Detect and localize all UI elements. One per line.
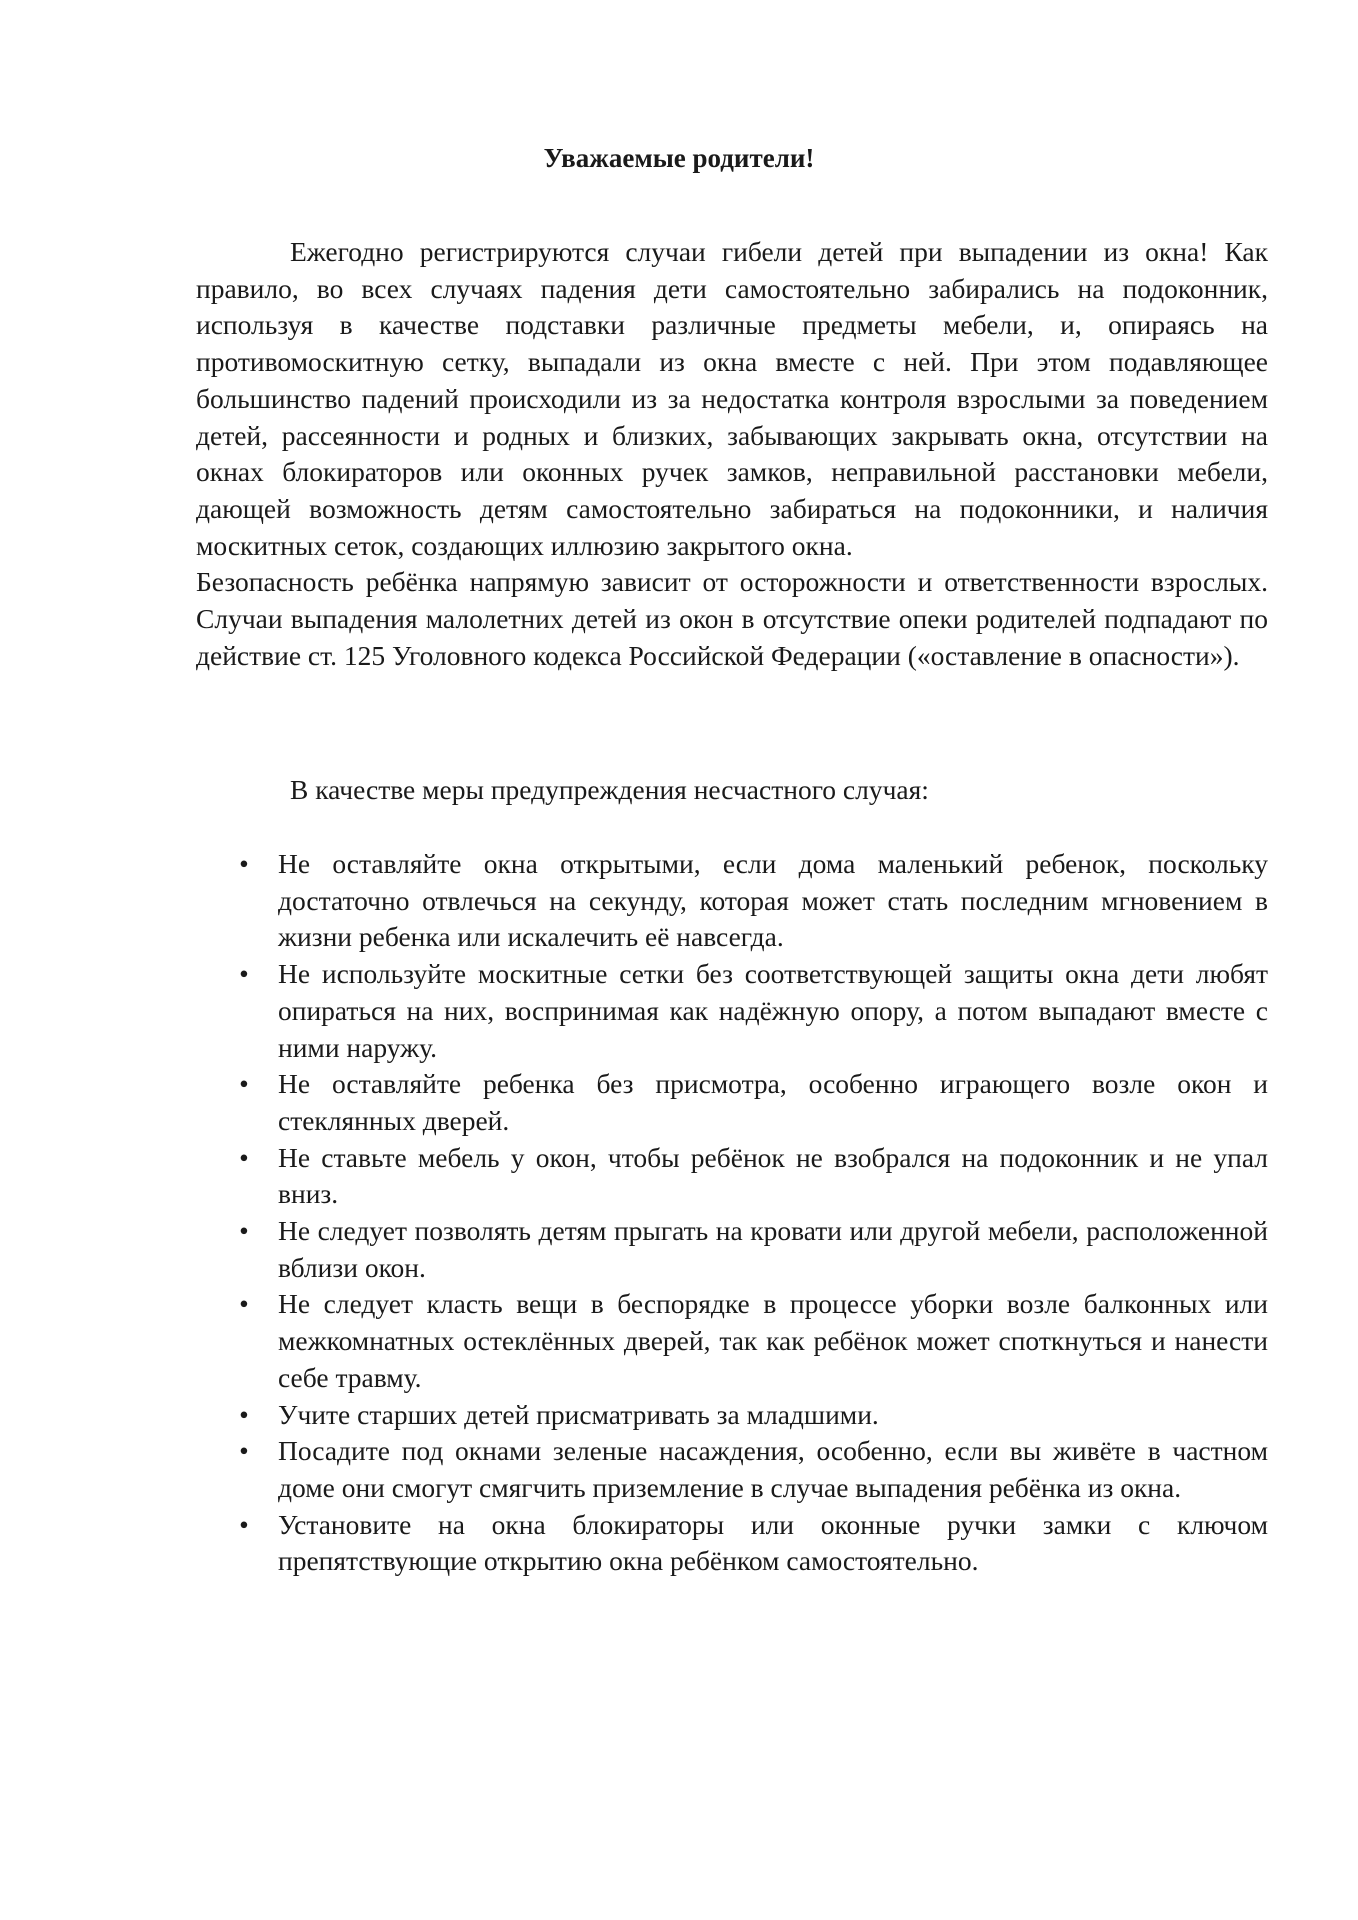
bullet-icon: • <box>239 1508 249 1540</box>
list-item-text: Не используйте москитные сетки без соответствующей защиты окна дети любят опираться на них, воспринимая как надёжную опору, а потом выпадают вместе с ними наружу. <box>278 958 1268 1063</box>
list-item-text: Не оставляйте ребенка без присмотра, особенно играющего возле окон и стеклянных дверей. <box>278 1068 1268 1136</box>
list-item <box>239 956 1268 1066</box>
bullet-icon: • <box>239 1141 249 1173</box>
bullet-icon: • <box>239 958 249 990</box>
list-item-text: Установите на окна блокираторы или оконные ручки замки с ключом препятствующие открытию окна ребёнком самостоятельно. <box>278 1508 1268 1577</box>
list-item-text: Не следует класть вещи в беспорядке в процессе уборки возле балконных или межкомнатных остеклённых дверей, так как ребёнок может споткнуться и нанести себе травму. <box>278 1288 1268 1393</box>
list-item <box>239 1213 1268 1286</box>
list-item-text: Не оставляйте окна открытыми, если дома маленький ребенок, поскольку достаточно отвлечься на секунду, которая может стать последним мгновением в жизни ребенка или искалечить её навсегда. <box>278 848 1268 953</box>
list-item <box>239 1397 1268 1434</box>
bullet-icon: • <box>239 1398 249 1430</box>
list-item <box>239 1066 1268 1139</box>
document-title: Уважаемые родители! <box>543 143 815 173</box>
bullet-icon: • <box>239 848 249 879</box>
bullet-icon: • <box>239 1215 249 1247</box>
bullet-icon: • <box>239 1288 249 1320</box>
list-item <box>239 1433 1268 1506</box>
list-item <box>239 1140 1268 1213</box>
list-item <box>239 1507 1268 1580</box>
safety-tips-list <box>239 846 1268 1580</box>
list-item-text: Не следует позволять детям прыгать на кровати или другой мебели, расположенной вблизи окон. <box>278 1215 1268 1283</box>
bullet-icon: • <box>239 1435 249 1467</box>
list-item-text: Посадите под окнами зеленые насаждения, особенно, если вы живёте в частном доме они смогут смягчить приземление в случае выпадения ребёнка из окна. <box>278 1435 1268 1503</box>
list-item-text: Учите старших детей присматривать за младшими. <box>278 1398 879 1430</box>
list-item-text: Не ставьте мебель у окон, чтобы ребёнок не взобрался на подоконник и не упал вниз. <box>278 1141 1268 1210</box>
list-item <box>239 846 1268 956</box>
intro-paragraph-part-1: Ежегодно регистрируются случаи гибели детей при выпадении из окна! Как правило, во всех случаях падения дети самостоятельно забирались на подоконник, используя в качестве подставки различные предметы мебели, и, опираясь на противомоскитную сетку, выпадали из окна вместе с ней. При этом подавляющее большинство падений происходили из за недостатка контроля взрослыми за поведением детей, рассеянности и родных и близких, забывающих закрывать окна, отсутствии на окнах блокираторов или оконных ручек замков, неправильной расстановки мебели, дающей возможность детям самостоятельно забираться на подоконники, и наличия москитных сеток, создающих иллюзию закрытого окна. <box>196 236 1268 561</box>
list-item <box>239 1286 1268 1396</box>
lead-sentence: В качестве меры предупреждения несчастного случая: <box>290 774 929 805</box>
bullet-icon: • <box>239 1068 249 1100</box>
intro-paragraph <box>196 234 1268 674</box>
intro-paragraph-part-2: Безопасность ребёнка напрямую зависит от осторожности и ответственности взрослых. Случаи выпадения малолетних детей из окон в отсутствие опеки родителей подпадают по действие ст. 125 Уголовного кодекса Российской Федерации («оставление в опасности»). <box>196 566 1268 671</box>
